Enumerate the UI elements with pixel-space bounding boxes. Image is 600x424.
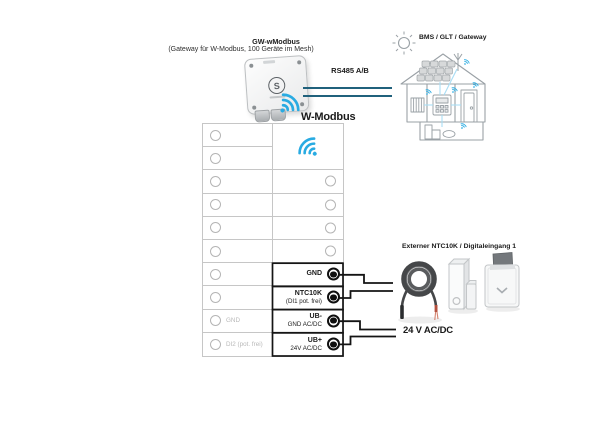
wire-ub-plus bbox=[339, 337, 396, 345]
terminal-row-left-cell bbox=[203, 194, 273, 217]
power-supply-label: 24 V AC/DC bbox=[403, 325, 453, 336]
terminal-circle bbox=[210, 153, 221, 164]
connection-wires bbox=[339, 275, 396, 345]
mini-wifi-icon bbox=[462, 59, 470, 67]
terminal-cell-gnd bbox=[273, 263, 344, 286]
terminal-row-left-cell bbox=[203, 147, 273, 170]
terminal-circle bbox=[325, 176, 336, 187]
product-title: GW-wModbus bbox=[252, 37, 300, 46]
terminal-circle bbox=[210, 315, 221, 326]
key-card-switch-image bbox=[481, 252, 525, 312]
terminal-circle bbox=[210, 222, 221, 233]
terminal-circle bbox=[210, 339, 221, 350]
wmodbus-wifi-cell bbox=[273, 124, 344, 170]
terminal-circle bbox=[210, 292, 221, 303]
terminal-row-left-cell bbox=[203, 240, 273, 263]
terminal-circle bbox=[325, 199, 336, 210]
terminal-sublabel: GND AC/DC bbox=[287, 320, 322, 328]
terminal-circle bbox=[210, 269, 221, 280]
probe-wire-tip bbox=[435, 305, 438, 312]
cable-gland-icon bbox=[254, 110, 270, 123]
terminal-cell-ntc10k bbox=[273, 286, 344, 309]
logo-letter: S bbox=[273, 80, 281, 91]
probe-lead-left bbox=[402, 290, 407, 306]
terminal-row-left-cell bbox=[203, 124, 273, 147]
ntc10k-probe-image bbox=[393, 254, 447, 326]
terminal-row-right-cell bbox=[273, 170, 344, 193]
terminal-contact-icon bbox=[327, 291, 340, 304]
external-sensor-label: Externer NTC10K / Digitaleingang 1 bbox=[402, 243, 517, 250]
terminal-contact-icon bbox=[327, 268, 340, 281]
terminal-label: GND bbox=[306, 270, 322, 278]
terminal-block bbox=[202, 123, 344, 357]
wmodbus-label: W-Modbus bbox=[301, 111, 356, 123]
rs485-line-b bbox=[303, 95, 392, 97]
screw-icon bbox=[249, 64, 253, 68]
screw-icon bbox=[252, 105, 256, 109]
building-illustration bbox=[386, 27, 490, 143]
wifi-icon bbox=[289, 128, 326, 165]
terminal-row-left-cell bbox=[203, 170, 273, 193]
terminal-circle bbox=[325, 222, 336, 233]
door-contact-image bbox=[446, 256, 482, 314]
terminal-row-right-cell bbox=[273, 194, 344, 217]
terminal-label: UB- bbox=[309, 313, 322, 321]
sun-icon bbox=[393, 32, 416, 55]
terminal-sublabel: 24V AC/DC bbox=[290, 344, 322, 352]
wire-ntc10k bbox=[339, 291, 393, 298]
terminal-row-left-cell bbox=[203, 310, 273, 333]
terminal-row-left-cell bbox=[203, 263, 273, 286]
terminal-row-right-cell bbox=[273, 240, 344, 263]
terminal-circle bbox=[210, 176, 221, 187]
terminal-row-right-cell bbox=[273, 217, 344, 240]
wire-gnd bbox=[339, 275, 393, 283]
wire-ub-minus bbox=[339, 321, 396, 329]
device-label-strip bbox=[263, 60, 275, 64]
rs485-line-a bbox=[303, 87, 392, 89]
terminal-circle bbox=[210, 199, 221, 210]
bms-label: BMS / GLT / Gateway bbox=[419, 33, 487, 41]
terminal-row-left-cell bbox=[203, 217, 273, 240]
terminal-cell-ub- bbox=[273, 333, 344, 356]
terminal-left-label: GND bbox=[226, 317, 240, 325]
probe-lead-right bbox=[431, 290, 436, 306]
terminal-label: UB+ bbox=[307, 337, 322, 345]
terminal-circle bbox=[210, 130, 221, 141]
magnet-bar bbox=[467, 284, 477, 309]
product-subtitle: (Gateway für W-Modbus, 100 Geräte im Mesh) bbox=[168, 46, 314, 53]
probe-sleeve bbox=[400, 305, 404, 319]
terminal-circle bbox=[325, 246, 336, 257]
rs485-label: RS485 A/B bbox=[331, 66, 369, 75]
screw-icon bbox=[297, 60, 301, 64]
terminal-sublabel: (DI1 pot. frei) bbox=[285, 297, 322, 305]
terminal-circle bbox=[210, 246, 221, 257]
terminal-left-label: DI2 (pot. frei) bbox=[226, 340, 263, 348]
terminal-cell-ub- bbox=[273, 310, 344, 333]
terminal-row-left-cell bbox=[203, 333, 273, 356]
terminal-row-left-cell bbox=[203, 286, 273, 309]
device-wifi-icon bbox=[276, 90, 303, 117]
terminal-label: NTC10K bbox=[294, 290, 322, 298]
terminal-contact-icon bbox=[327, 314, 340, 327]
terminal-contact-icon bbox=[327, 338, 340, 351]
